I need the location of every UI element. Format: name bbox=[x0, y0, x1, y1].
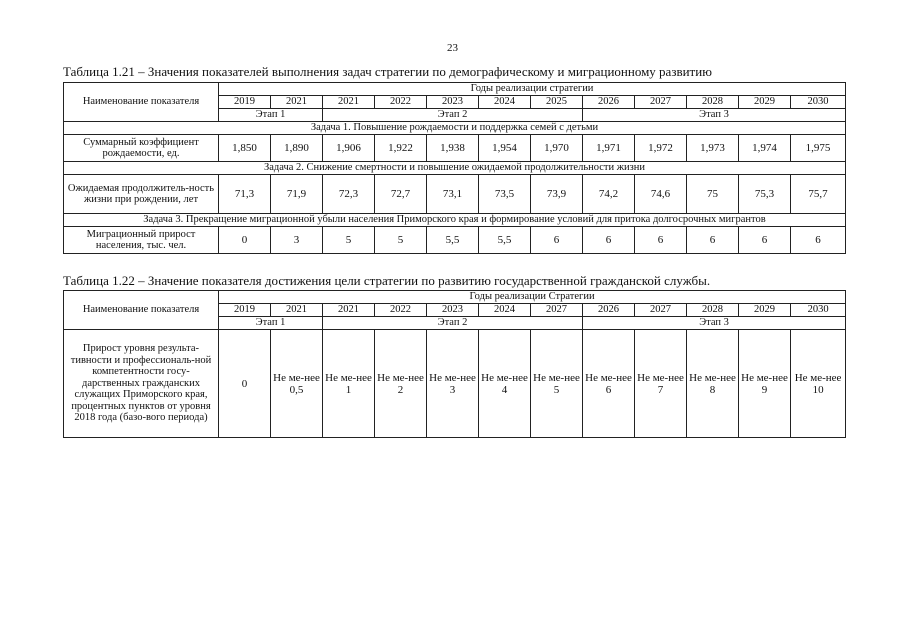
stage-1: Этап 1 bbox=[219, 109, 323, 122]
year-cell: 2022 bbox=[375, 96, 427, 109]
value-cell: 0 bbox=[219, 227, 271, 254]
value-cell: 5,5 bbox=[479, 227, 531, 254]
value-cell: 3 bbox=[271, 227, 323, 254]
indicator-name: Суммарный коэффициент рождаемости, ед. bbox=[64, 135, 219, 162]
value-cell: 6 bbox=[635, 227, 687, 254]
value-cell: 75,3 bbox=[739, 175, 791, 214]
year-cell: 2030 bbox=[791, 304, 846, 317]
value-cell: Не ме-нее 2 bbox=[375, 330, 427, 438]
value-cell: 1,890 bbox=[271, 135, 323, 162]
stage-2: Этап 2 bbox=[323, 317, 583, 330]
page-number: 23 bbox=[447, 42, 458, 54]
value-cell: 71,9 bbox=[271, 175, 323, 214]
year-cell: 2026 bbox=[583, 304, 635, 317]
table-row bbox=[64, 227, 846, 254]
table-1-22-caption: Таблица 1.22 – Значение показателя достижения цели стратегии по развитию государственной гражданской службы. bbox=[63, 273, 711, 288]
year-cell: 2021 bbox=[323, 96, 375, 109]
indicator-name: Ожидаемая продолжитель-ность жизни при рождении, лет bbox=[64, 175, 219, 214]
value-cell: 5 bbox=[375, 227, 427, 254]
value-cell: 73,5 bbox=[479, 175, 531, 214]
indicator-name: Прирост уровня результа-тивности и профессиональ-ной компетентности госу-дарственных гражданских служащих Приморского края, процентных пунктов от уровня 2018 года (базо-вого периода) bbox=[64, 330, 219, 438]
value-cell: Не ме-нее 10 bbox=[791, 330, 846, 438]
value-cell: 1,938 bbox=[427, 135, 479, 162]
value-cell: 1,971 bbox=[583, 135, 635, 162]
year-cell: 2027 bbox=[635, 96, 687, 109]
year-cell: 2022 bbox=[375, 304, 427, 317]
value-cell: Не ме-нее 9 bbox=[739, 330, 791, 438]
year-cell: 2021 bbox=[323, 304, 375, 317]
value-cell: 73,1 bbox=[427, 175, 479, 214]
year-cell: 2019 bbox=[219, 304, 271, 317]
value-cell: 1,922 bbox=[375, 135, 427, 162]
value-cell: 5,5 bbox=[427, 227, 479, 254]
value-cell: 6 bbox=[687, 227, 739, 254]
value-cell: 6 bbox=[791, 227, 846, 254]
year-cell: 2019 bbox=[219, 96, 271, 109]
value-cell: 5 bbox=[323, 227, 375, 254]
table-row bbox=[64, 330, 846, 438]
task-1-heading: Задача 1. Повышение рождаемости и поддержка семей с детьми bbox=[64, 122, 846, 135]
value-cell: 73,9 bbox=[531, 175, 583, 214]
value-cell: Не ме-нее 7 bbox=[635, 330, 687, 438]
year-cell: 2030 bbox=[791, 96, 846, 109]
value-cell: 1,906 bbox=[323, 135, 375, 162]
value-cell: Не ме-нее 0,5 bbox=[271, 330, 323, 438]
header-years: Годы реализации Стратегии bbox=[219, 291, 846, 304]
stage-3: Этап 3 bbox=[583, 109, 846, 122]
value-cell: 6 bbox=[739, 227, 791, 254]
table-1-22 bbox=[63, 290, 846, 438]
header-indicator-name: Наименование показателя bbox=[64, 291, 219, 330]
year-cell: 2026 bbox=[583, 96, 635, 109]
value-cell: 74,2 bbox=[583, 175, 635, 214]
stage-1: Этап 1 bbox=[219, 317, 323, 330]
year-cell: 2027 bbox=[635, 304, 687, 317]
year-cell: 2024 bbox=[479, 304, 531, 317]
value-cell: 1,972 bbox=[635, 135, 687, 162]
year-cell: 2024 bbox=[479, 96, 531, 109]
value-cell: 0 bbox=[219, 330, 271, 438]
value-cell: 1,973 bbox=[687, 135, 739, 162]
value-cell: Не ме-нее 4 bbox=[479, 330, 531, 438]
value-cell: 1,850 bbox=[219, 135, 271, 162]
year-cell: 2025 bbox=[531, 96, 583, 109]
header-indicator-name: Наименование показателя bbox=[64, 83, 219, 122]
year-cell: 2021 bbox=[271, 96, 323, 109]
stage-2: Этап 2 bbox=[323, 109, 583, 122]
value-cell: Не ме-нее 5 bbox=[531, 330, 583, 438]
header-years: Годы реализации стратегии bbox=[219, 83, 846, 96]
value-cell: Не ме-нее 8 bbox=[687, 330, 739, 438]
value-cell: Не ме-нее 1 bbox=[323, 330, 375, 438]
year-cell: 2029 bbox=[739, 304, 791, 317]
value-cell: 1,975 bbox=[791, 135, 846, 162]
stage-3: Этап 3 bbox=[583, 317, 846, 330]
table-row bbox=[64, 135, 846, 162]
table-1-21 bbox=[63, 82, 846, 254]
year-cell: 2028 bbox=[687, 96, 739, 109]
value-cell: 72,7 bbox=[375, 175, 427, 214]
table-row bbox=[64, 175, 846, 214]
value-cell: 1,974 bbox=[739, 135, 791, 162]
value-cell: Не ме-нее 3 bbox=[427, 330, 479, 438]
value-cell: 75,7 bbox=[791, 175, 846, 214]
table-1-21-caption: Таблица 1.21 – Значения показателей выполнения задач стратегии по демографическому и миграционному развитию bbox=[63, 64, 712, 79]
value-cell: 75 bbox=[687, 175, 739, 214]
value-cell: 6 bbox=[583, 227, 635, 254]
value-cell: Не ме-нее 6 bbox=[583, 330, 635, 438]
year-cell: 2028 bbox=[687, 304, 739, 317]
value-cell: 74,6 bbox=[635, 175, 687, 214]
year-cell: 2023 bbox=[427, 304, 479, 317]
year-cell: 2027 bbox=[531, 304, 583, 317]
value-cell: 1,954 bbox=[479, 135, 531, 162]
year-cell: 2029 bbox=[739, 96, 791, 109]
indicator-name: Миграционный прирост населения, тыс. чел. bbox=[64, 227, 219, 254]
value-cell: 71,3 bbox=[219, 175, 271, 214]
task-3-heading: Задача 3. Прекращение миграционной убыли населения Приморского края и формирование условий для притока долгосрочных мигрантов bbox=[64, 214, 846, 227]
year-cell: 2023 bbox=[427, 96, 479, 109]
value-cell: 72,3 bbox=[323, 175, 375, 214]
value-cell: 1,970 bbox=[531, 135, 583, 162]
task-2-heading: Задача 2. Снижение смертности и повышение ожидаемой продолжительности жизни bbox=[64, 162, 846, 175]
year-cell: 2021 bbox=[271, 304, 323, 317]
value-cell: 6 bbox=[531, 227, 583, 254]
